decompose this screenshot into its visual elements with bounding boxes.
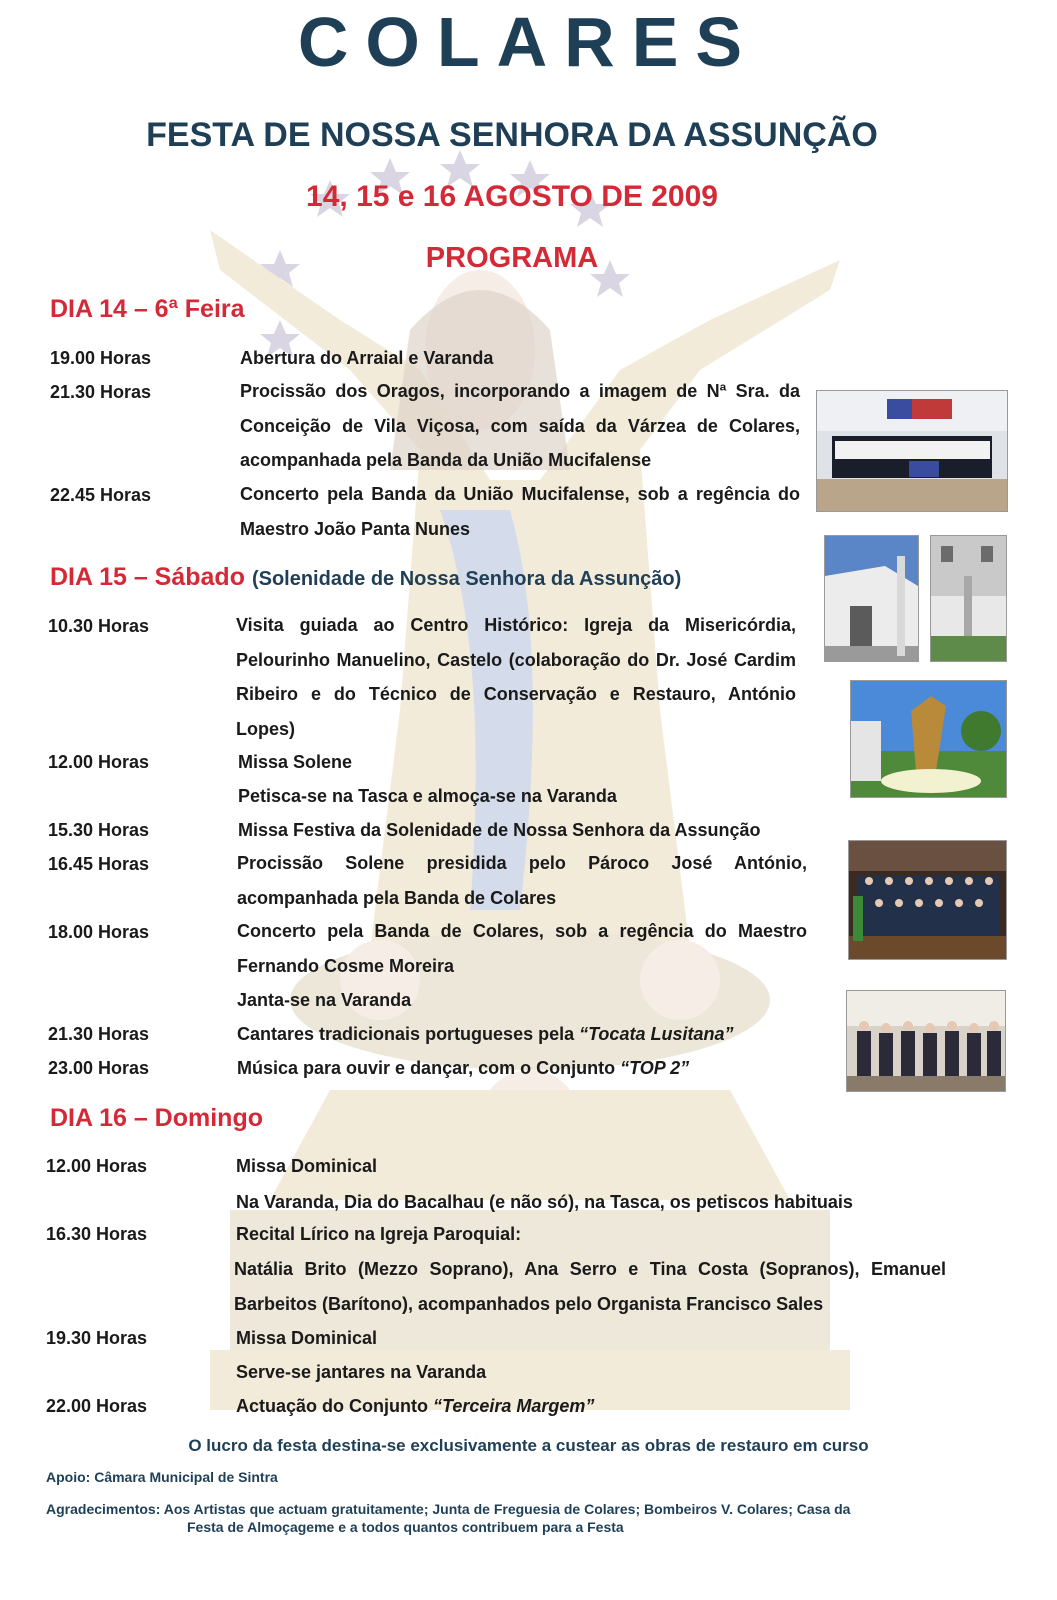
day14-event-2: Procissão dos Oragos, incorporando a imagem de Nª Sra. da Conceição de Vila Viçosa, com saída da Várzea de Colares, acompanhada pela Banda da União Mucifalense [240,381,800,470]
day15-time-2: 12.00 Horas [48,752,150,772]
day15-time-6: 21.30 Horas [48,1024,150,1044]
support-note: Apoio: Câmara Municipal de Sintra [46,1469,278,1485]
pillory-photo [930,535,1007,662]
day16-time-1: 12.00 Horas [46,1156,148,1176]
day15-time-4: 16.45 Horas [48,854,150,874]
day15-event-6-italic: “Tocata Lusitana” [579,1024,734,1044]
festival-dates: 14, 15 e 16 AGOSTO DE 2009 [306,180,718,213]
day15-event-6-text: Cantares tradicionais portugueses pela [237,1024,580,1044]
choir-photo [848,840,1007,960]
day16-event-4-text: Actuação do Conjunto [236,1396,433,1416]
day14-event-3: Concerto pela Banda da União Mucifalense, sob a regência do Maestro João Panta Nunes [240,484,800,539]
programa-heading: PROGRAMA [425,242,599,274]
day14-heading: DIA 14 – 6ª Feira [50,295,245,323]
day14-time-3: 22.45 Horas [50,485,152,505]
day15-heading-note: (Solenidade de Nossa Senhora da Assunção) [251,568,682,590]
day15-event-7-italic: “TOP 2” [620,1058,690,1078]
day16-event-4 [236,1396,594,1417]
day15-event-4: Procissão Solene presidida pelo Pároco José António, acompanhada pela Banda de Colares [237,853,807,908]
day15-event-7 [237,1058,689,1079]
day16-event-4-italic: “Terceira Margem” [433,1396,595,1416]
church-photo [824,535,919,662]
day16-event-3: Missa Dominical [236,1328,378,1348]
acknowledgements-line-1: Agradecimentos: Aos Artistas que actuam gratuitamente; Junta de Freguesia de Colares; Bombeiros V. Colares; Casa da [46,1501,851,1517]
day14-time-2: 21.30 Horas [50,382,152,402]
acknowledgements [46,1500,1006,1536]
town-title: COLARES [297,3,760,81]
profit-note: O lucro da festa destina-se exclusivamente a custear as obras de restauro em curso [188,1436,869,1455]
day14-event-1: Abertura do Arraial e Varanda [240,348,494,368]
statue-procession-photo [850,680,1007,798]
day16-event-1-extra: Na Varanda, Dia do Bacalhau (e não só), na Tasca, os petiscos habituais [236,1192,853,1212]
day16-event-2-extra: Natália Brito (Mezzo Soprano), Ana Serro e Tina Costa (Sopranos), Emanuel Barbeitos (Barítono), acompanhados pelo Organista Francisco Sales [234,1259,946,1314]
band-photo [816,390,1008,512]
day15-event-5: Concerto pela Banda de Colares, sob a regência do Maestro Fernando Cosme Moreira [237,921,807,976]
day15-time-7: 23.00 Horas [48,1058,150,1078]
day16-event-2: Recital Lírico na Igreja Paroquial: [236,1224,522,1244]
day15-event-2-extra: Petisca-se na Tasca e almoça-se na Varanda [238,786,617,806]
day15-event-2: Missa Solene [238,752,353,772]
day16-time-4: 22.00 Horas [46,1396,148,1416]
day15-heading-label: DIA 15 – Sábado [50,563,245,591]
day15-time-1: 10.30 Horas [48,616,150,636]
day16-time-3: 19.30 Horas [46,1328,148,1348]
day15-event-7-text: Música para ouvir e dançar, com o Conjunto [237,1058,621,1078]
day15-event-5-extra: Janta-se na Varanda [237,990,412,1010]
day15-heading [50,563,681,592]
day16-time-2: 16.30 Horas [46,1224,148,1244]
day14-time-1: 19.00 Horas [50,348,152,368]
day15-time-5: 18.00 Horas [48,922,150,942]
acknowledgements-line-2: Festa de Almoçageme e a todos quantos contribuem para a Festa [187,1519,624,1535]
folk-group-photo [846,990,1006,1092]
day15-time-3: 15.30 Horas [48,820,150,840]
day15-event-6 [237,1024,733,1045]
day16-heading: DIA 16 – Domingo [50,1104,263,1132]
day15-event-1: Visita guiada ao Centro Histórico: Igreja da Misericórdia, Pelourinho Manuelino, Castelo (colaboração do Dr. José Cardim Ribeiro e do Técnico de Conservação e Restauro, António Lopes) [236,615,796,739]
day16-event-1: Missa Dominical [236,1156,378,1176]
day15-event-3: Missa Festiva da Solenidade de Nossa Senhora da Assunção [238,820,761,840]
day16-event-3-extra: Serve-se jantares na Varanda [236,1362,487,1382]
festival-title: FESTA DE NOSSA SENHORA DA ASSUNÇÃO [146,116,878,154]
